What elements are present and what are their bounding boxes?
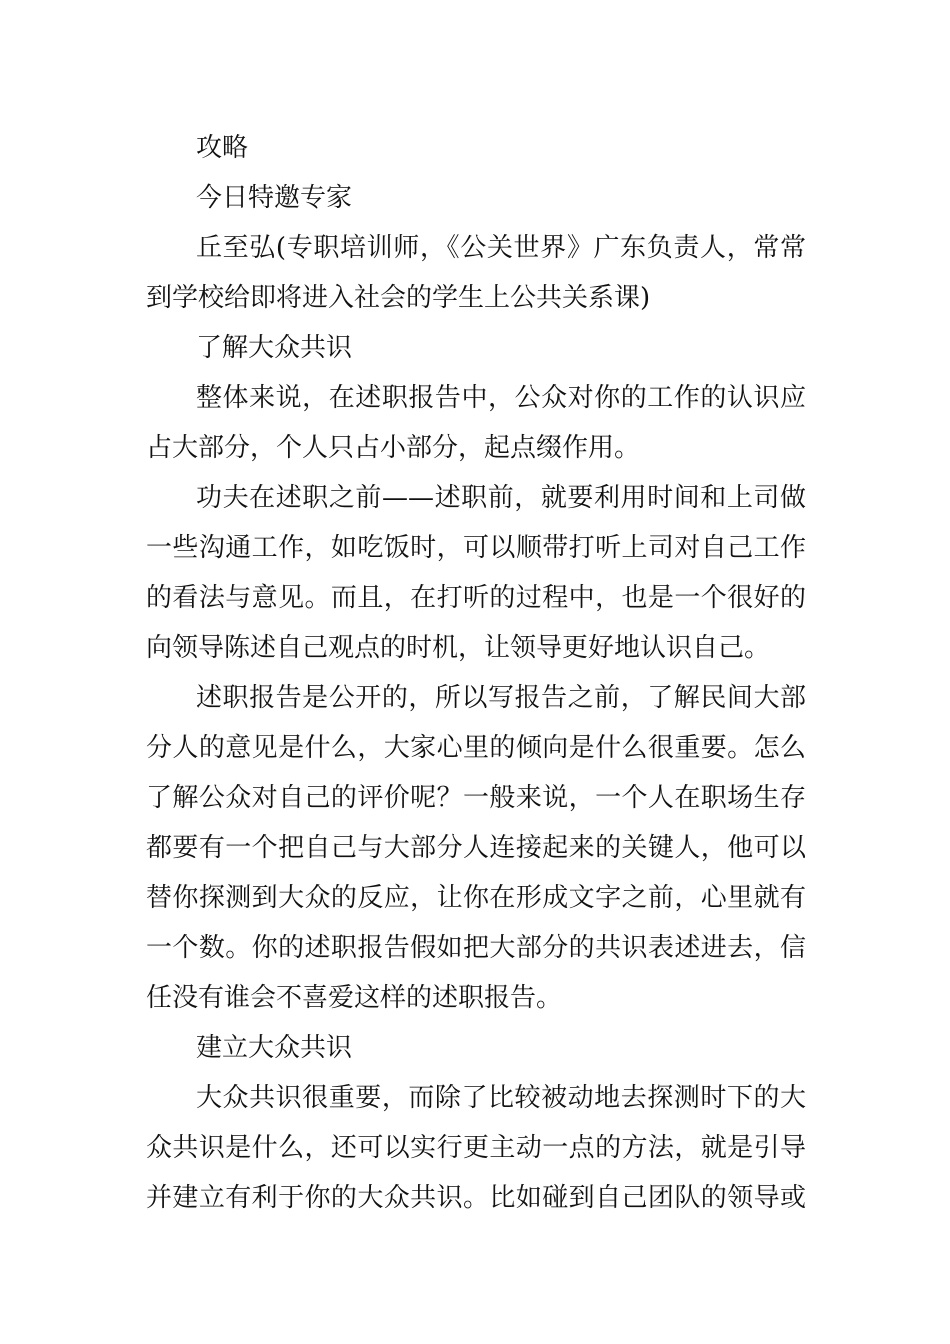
paragraph-line: 任没有谁会不喜爱这样的述职报告。 <box>146 983 563 1013</box>
paragraph-line: 众共识是什么，还可以实行更主动一点的方法，就是引导 <box>146 1133 806 1163</box>
expert-intro-line: 到学校给即将进入社会的学生上公共关系课) <box>146 283 651 313</box>
paragraph-line: 了解公众对自己的评价呢？一般来说，一个人在职场生存 <box>146 783 806 813</box>
paragraph-line: 的看法与意见。而且，在打听的过程中，也是一个很好的 <box>146 583 806 613</box>
document-page <box>146 123 806 1223</box>
paragraph-line: 都要有一个把自己与大部分人连接起来的关键人，他可以 <box>146 833 806 863</box>
paragraph-line: 一个数。你的述职报告假如把大部分的共识表述进去，信 <box>146 933 806 963</box>
paragraph-line: 大众共识很重要，而除了比较被动地去探测时下的大 <box>196 1083 806 1113</box>
paragraph-line: 整体来说，在述职报告中，公众对你的工作的认识应 <box>196 383 806 413</box>
paragraph-line: 并建立有利于你的大众共识。比如碰到自己团队的领导或 <box>146 1183 806 1213</box>
section-title-understand-consensus: 了解大众共识 <box>196 333 353 363</box>
paragraph-line: 一些沟通工作，如吃饭时，可以顺带打听上司对自己工作 <box>146 533 806 563</box>
paragraph-line: 分人的意见是什么，大家心里的倾向是什么很重要。怎么 <box>146 733 806 763</box>
paragraph-line: 占大部分，个人只占小部分，起点缀作用。 <box>146 433 641 463</box>
section-title-build-consensus: 建立大众共识 <box>196 1033 353 1063</box>
paragraph-line: 功夫在述职之前——述职前，就要利用时间和上司做 <box>196 483 806 513</box>
paragraph-line: 替你探测到大众的反应，让你在形成文字之前，心里就有 <box>146 883 806 913</box>
paragraph-line: 向领导陈述自己观点的时机，让领导更好地认识自己。 <box>146 633 771 663</box>
heading-guest-expert: 今日特邀专家 <box>196 183 353 213</box>
paragraph-line: 述职报告是公开的，所以写报告之前，了解民间大部 <box>196 683 806 713</box>
expert-intro-line: 丘至弘(专职培训师，《公关世界》广东负责人，常常 <box>196 233 806 263</box>
heading-strategy: 攻略 <box>196 133 249 163</box>
